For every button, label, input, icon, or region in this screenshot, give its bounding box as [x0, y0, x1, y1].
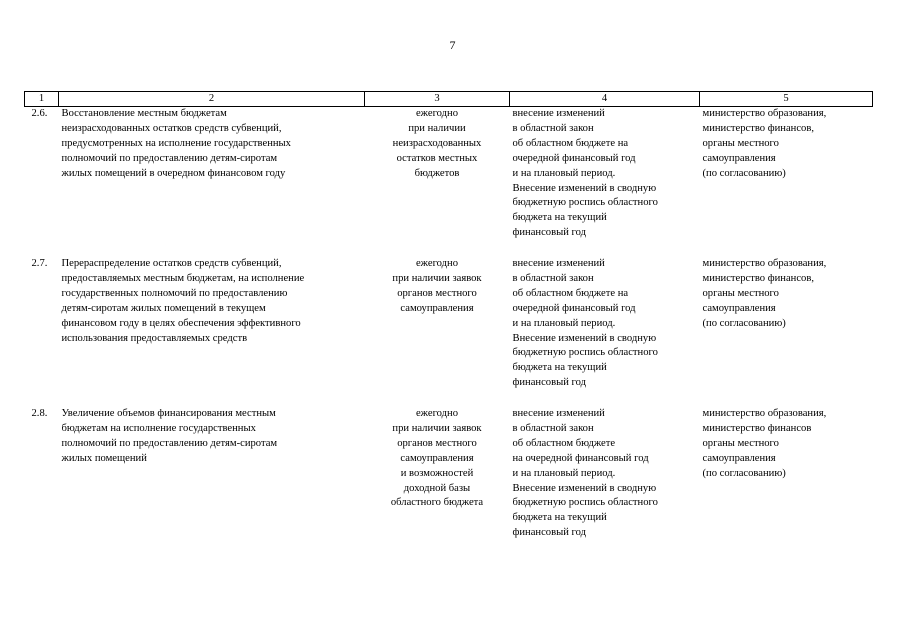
term-cell: ежегодно при наличии неизрасходованных остатков местных бюджетов: [392, 108, 482, 179]
table-row: [25, 107, 873, 258]
executors-cell: министерство образования, министерство финансов, органы местного самоуправления (по согласованию): [702, 258, 827, 329]
column-header-5: 5: [700, 92, 873, 107]
column-header-2: 2: [59, 92, 365, 107]
column-header-4: 4: [510, 92, 700, 107]
column-header-3: 3: [365, 92, 510, 107]
action-cell: Перераспределение остатков средств субвенций, предоставляемых местным бюджетам, на исполнение государственных полномочий по предоставлению детям-сиротам жилых помещений в текущем финансовом году в целях обеспечения эффективного использования предоставляемых средств: [61, 258, 305, 344]
action-cell: Увеличение объемов финансирования местным бюджетам на исполнение государственных полномочий по предоставлению детям-сиротам жилых помещений: [61, 408, 278, 464]
executors-cell: министерство образования, министерство финансов, органы местного самоуправления (по согласованию): [702, 108, 827, 179]
table-header-row: [25, 92, 873, 107]
mechanism-cell: внесение изменений в областной закон об областном бюджете на очередной финансовый год и на плановый период. Внесение изменений в сводную бюджетную роспись областного бюджета на текущий финансовый год: [512, 108, 658, 239]
table-row: [25, 407, 873, 547]
page-number: 7: [449, 38, 456, 52]
action-cell: Восстановление местным бюджетам неизрасходованных остатков средств субвенций, предусмотренных на исполнение государственных полномочий по предоставлению детям-сиротам жилых помещений в очередном финансовом году: [61, 108, 291, 179]
measures-table: [24, 91, 873, 547]
mechanism-cell: внесение изменений в областной закон об областном бюджете на очередной финансовый год и на плановый период. Внесение изменений в сводную бюджетную роспись областного бюджета на текущий финансовый год: [512, 258, 658, 389]
column-header-1: 1: [25, 92, 59, 107]
row-number: 2.8.: [31, 408, 48, 419]
executors-cell: министерство образования, министерство финансов органы местного самоуправления (по согласованию): [702, 408, 827, 479]
term-cell: ежегодно при наличии заявок органов местного самоуправления и возможностей доходной базы областного бюджета: [390, 408, 484, 509]
row-number: 2.6.: [31, 108, 48, 119]
term-cell: ежегодно при наличии заявок органов местного самоуправления: [392, 258, 482, 314]
row-number: 2.7.: [31, 258, 48, 269]
table-row: [25, 257, 873, 407]
mechanism-cell: внесение изменений в областной закон об областном бюджете на очередной финансовый год и на плановый период. Внесение изменений в сводную бюджетную роспись областного бюджета на текущий финансовый год: [512, 408, 658, 539]
